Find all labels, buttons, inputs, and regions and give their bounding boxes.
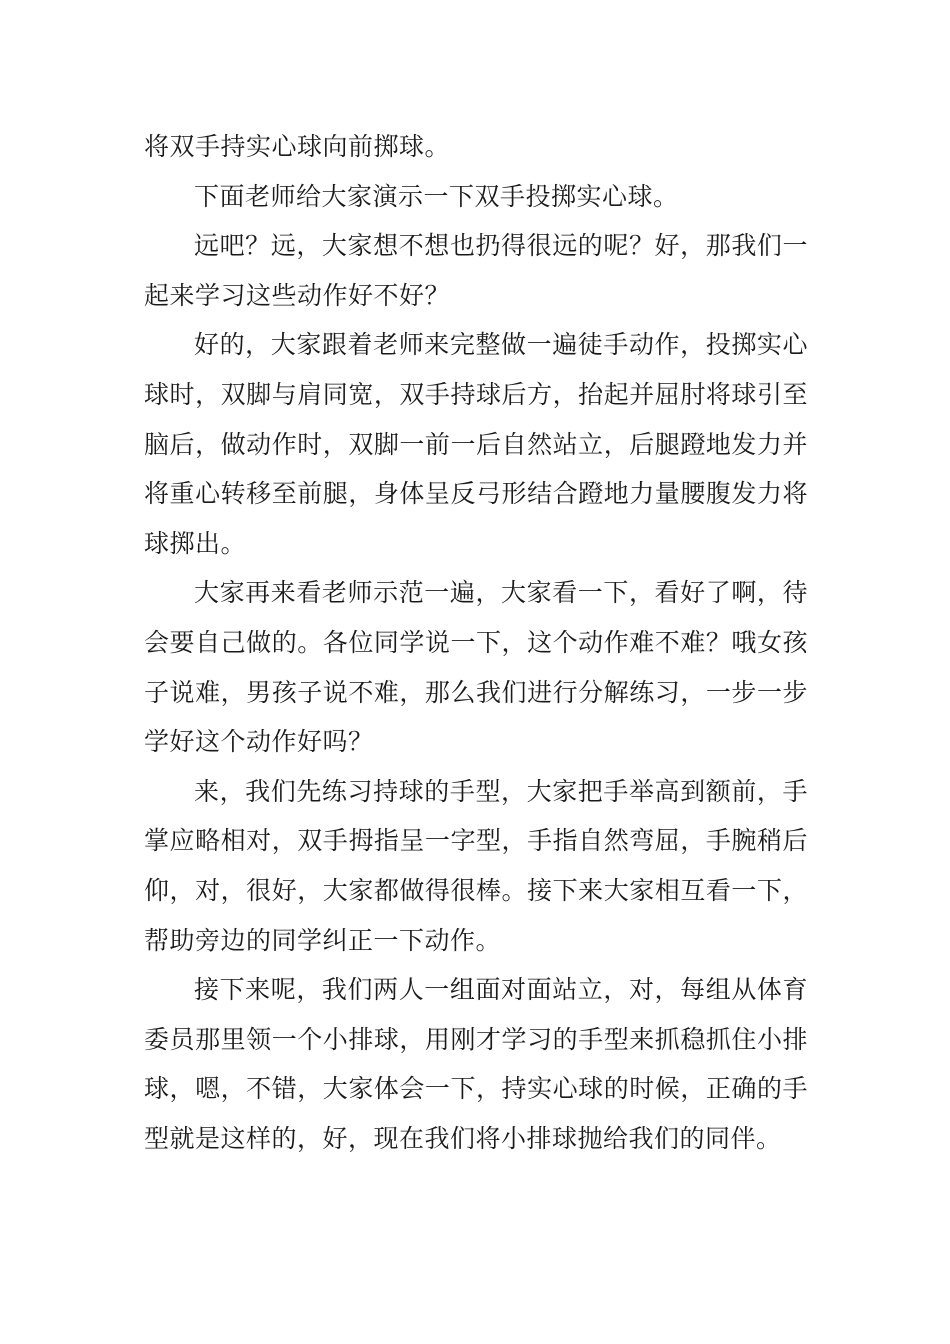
paragraph: 来，我们先练习持球的手型，大家把手举高到额前，手掌应略相对，双手拇指呈一字型，手指自然弯屈，手腕稍后仰，对，很好，大家都做得很棒。接下来大家相互看一下，帮助旁边的同学纠正一下动作。 (144, 776, 808, 955)
paragraph-continuation: 将双手持实心球向前掷球。 (144, 132, 451, 161)
paragraph: 下面老师给大家演示一下双手投掷实心球。 (194, 181, 679, 211)
paragraph: 远吧？远，大家想不想也扔得很远的呢？好，那我们一起来学习这些动作好不好？ (144, 231, 808, 310)
document-body (144, 122, 808, 1163)
paragraph: 大家再来看老师示范一遍，大家看一下，看好了啊，待会要自己做的。各位同学说一下，这个动作难不难？哦女孩子说难，男孩子说不难，那么我们进行分解练习，一步一步学好这个动作好吗？ (144, 578, 808, 757)
paragraph: 接下来呢，我们两人一组面对面站立，对，每组从体育委员那里领一个小排球，用刚才学习的手型来抓稳抓住小排球，嗯，不错，大家体会一下，持实心球的时候，正确的手型就是这样的，好，现在我们将小排球抛给我们的同伴。 (144, 975, 808, 1153)
paragraph: 好的，大家跟着老师来完整做一遍徒手动作，投掷实心球时，双脚与肩同宽，双手持球后方，抬起并屈肘将球引至脑后，做动作时，双脚一前一后自然站立，后腿蹬地发力并将重心转移至前腿，身体呈反弓形结合蹬地力量腰腹发力将球掷出。 (144, 330, 808, 558)
